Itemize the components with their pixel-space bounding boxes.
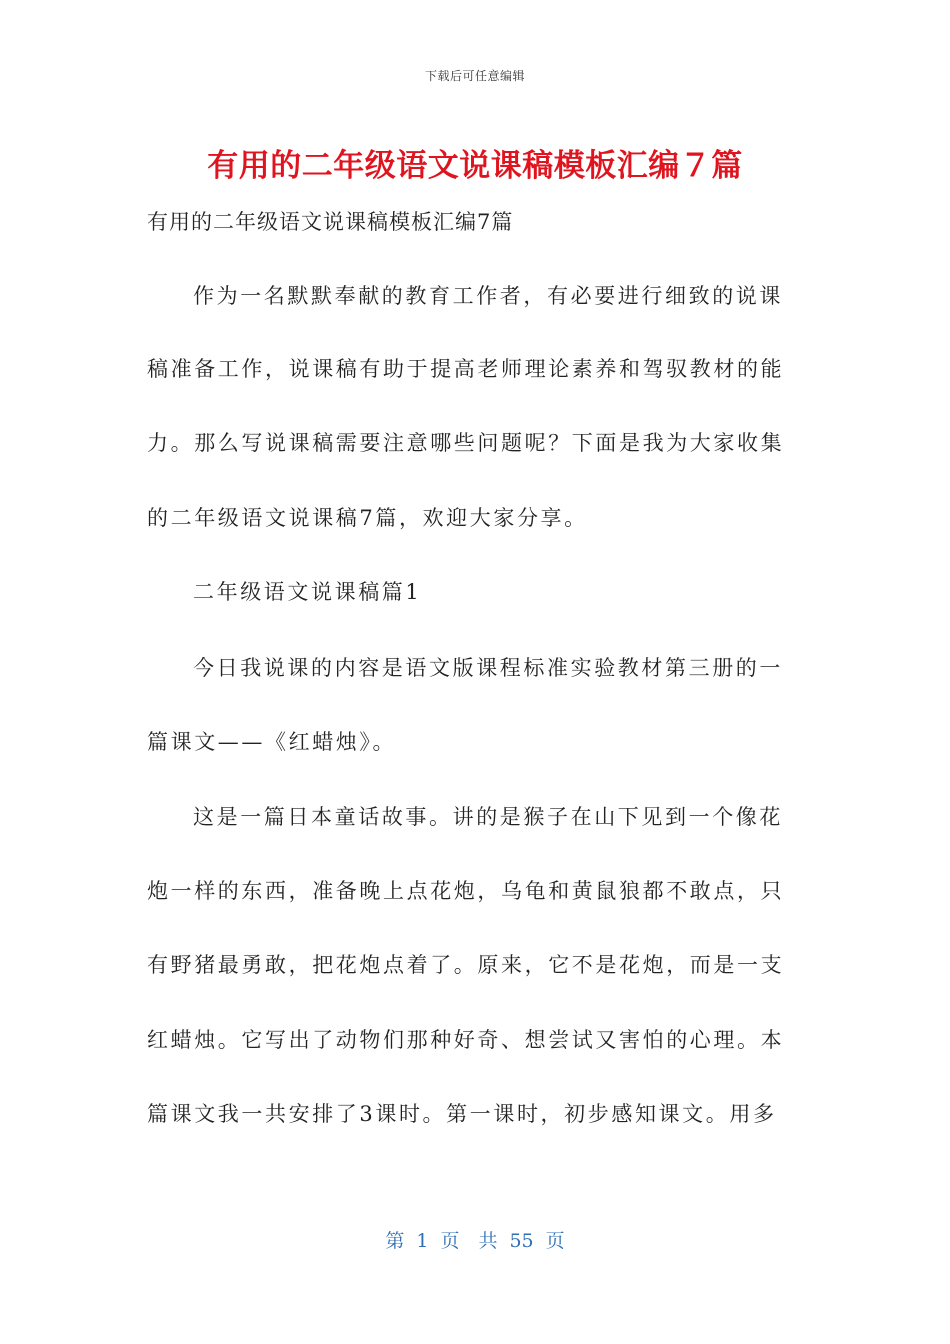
document-subtitle: 有用的二年级语文说课稿模板汇编7篇: [147, 210, 514, 234]
paragraph-line: 今日我说课的内容是语文版课程标准实验教材第三册的一: [193, 656, 783, 680]
header-note: 下载后可任意编辑: [424, 69, 525, 83]
page-footer: [0, 1226, 950, 1253]
paragraph-line: 力。那么写说课稿需要注意哪些问题呢？下面是我为大家收集: [147, 431, 785, 455]
paragraph-line: 的二年级语文说课稿7篇，欢迎大家分享。: [147, 506, 588, 530]
footer-middle: 页 共: [440, 1230, 498, 1252]
paragraph-line: 这是一篇日本童话故事。讲的是猴子在山下见到一个像花: [193, 805, 783, 829]
paragraph-line: 红蜡烛。它写出了动物们那种好奇、想尝试又害怕的心理。本: [147, 1028, 785, 1052]
footer-total-pages: 55: [509, 1230, 534, 1252]
paragraph-line: 有野猪最勇敢，把花炮点着了。原来，它不是花炮，而是一支: [147, 953, 785, 977]
footer-page-number: 1: [416, 1230, 429, 1252]
paragraph-line: 炮一样的东西，准备晚上点花炮，乌龟和黄鼠狼都不敢点，只: [147, 879, 785, 903]
paragraph-line: 篇课文——《红蜡烛》。: [147, 730, 397, 754]
paragraph-line: 作为一名默默奉献的教育工作者，有必要进行细致的说课: [193, 284, 783, 308]
footer-prefix: 第: [385, 1230, 405, 1252]
footer-suffix: 页: [545, 1230, 565, 1252]
section-heading: 二年级语文说课稿篇1: [193, 580, 422, 604]
paragraph-line: 篇课文我一共安排了3课时。第一课时，初步感知课文。用多: [147, 1102, 777, 1126]
paragraph-line: 稿准备工作，说课稿有助于提高老师理论素养和驾驭教材的能: [147, 357, 785, 381]
document-title: 有用的二年级语文说课稿模板汇编７篇: [207, 148, 743, 184]
